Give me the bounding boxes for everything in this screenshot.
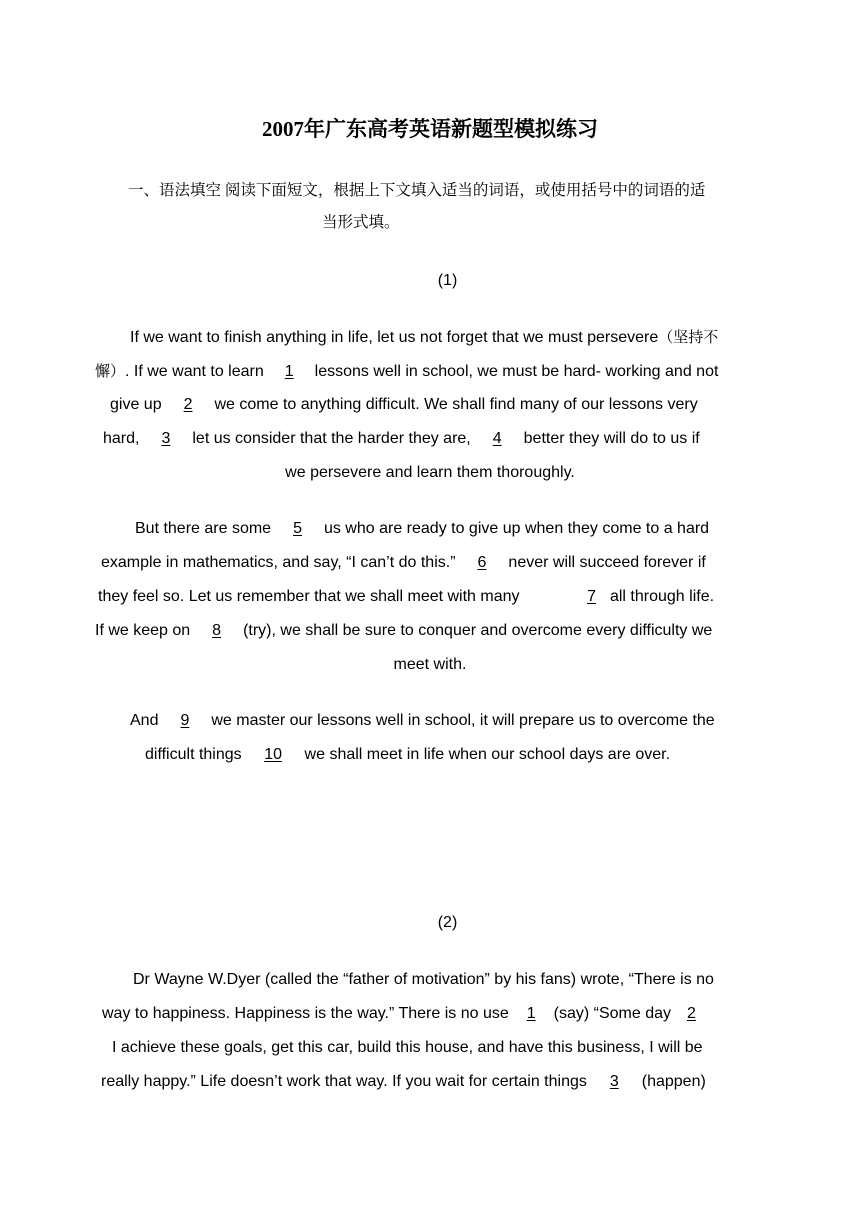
text-line: difficult things 10 we shall meet in life when our school days are over.: [145, 744, 670, 766]
answer-blank[interactable]: 8: [212, 622, 222, 639]
text-line: I achieve these goals, get this car, build this house, and have this business, I will be: [112, 1039, 703, 1056]
answer-blank[interactable]: 6: [477, 554, 487, 571]
answer-blank[interactable]: 9: [180, 712, 190, 729]
document-title: 2007年广东高考英语新题型模拟练习: [262, 117, 598, 141]
text-line: really happy.” Life doesn’t work that way. If you wait for certain things 3 (happen): [101, 1071, 706, 1093]
text-line: If we keep on 8 (try), we shall be sure to conquer and overcome every difficulty we: [95, 620, 712, 642]
instructions-text: 当形式填。: [322, 214, 400, 231]
answer-blank[interactable]: 5: [293, 520, 302, 537]
text-line: 懈）. If we want to learn 1 lessons well in school, we must be hard- working and not: [95, 360, 718, 383]
text-line: Dr Wayne W.Dyer (called the “father of motivation” by his fans) wrote, “There is no: [133, 971, 714, 988]
text-line: And 9 we master our lessons well in school, it will prepare us to overcome the: [130, 710, 715, 732]
answer-blank[interactable]: 1: [526, 1005, 536, 1022]
text-line: If we want to finish anything in life, let us not forget that we must persevere（坚持不: [130, 328, 719, 346]
answer-blank[interactable]: 3: [609, 1073, 619, 1090]
text-line: hard, 3 let us consider that the harder they are, 4 better they will do to us if: [103, 428, 700, 450]
answer-blank[interactable]: 2: [183, 396, 193, 413]
answer-blank[interactable]: 10: [264, 746, 282, 763]
instructions-text: 一、语法填空 阅读下面短文，根据上下文填入适当的词语，或使用括号中的词语的适: [128, 182, 706, 199]
text-line: give up 2 we come to anything difficult. We shall find many of our lessons very: [110, 394, 698, 416]
section-label: (1): [437, 272, 458, 289]
answer-blank[interactable]: 3: [161, 430, 171, 447]
section-label: (2): [437, 914, 458, 931]
answer-blank[interactable]: 1: [284, 363, 294, 380]
answer-blank[interactable]: 4: [492, 430, 502, 447]
text-line: we persevere and learn them thoroughly.: [285, 464, 575, 481]
text-line: meet with.: [393, 656, 467, 673]
answer-blank[interactable]: 7: [587, 588, 596, 605]
text-line: way to happiness. Happiness is the way.” There is no use 1 (say) “Some day 2: [102, 1003, 707, 1025]
text-line: But there are some 5 us who are ready to give up when they come to a hard: [135, 518, 709, 540]
answer-blank[interactable]: 2: [687, 1005, 696, 1022]
text-line: example in mathematics, and say, “I can’t do this.” 6 never will succeed forever if: [101, 552, 706, 574]
text-line: they feel so. Let us remember that we shall meet with many 7 all through life.: [98, 586, 714, 608]
